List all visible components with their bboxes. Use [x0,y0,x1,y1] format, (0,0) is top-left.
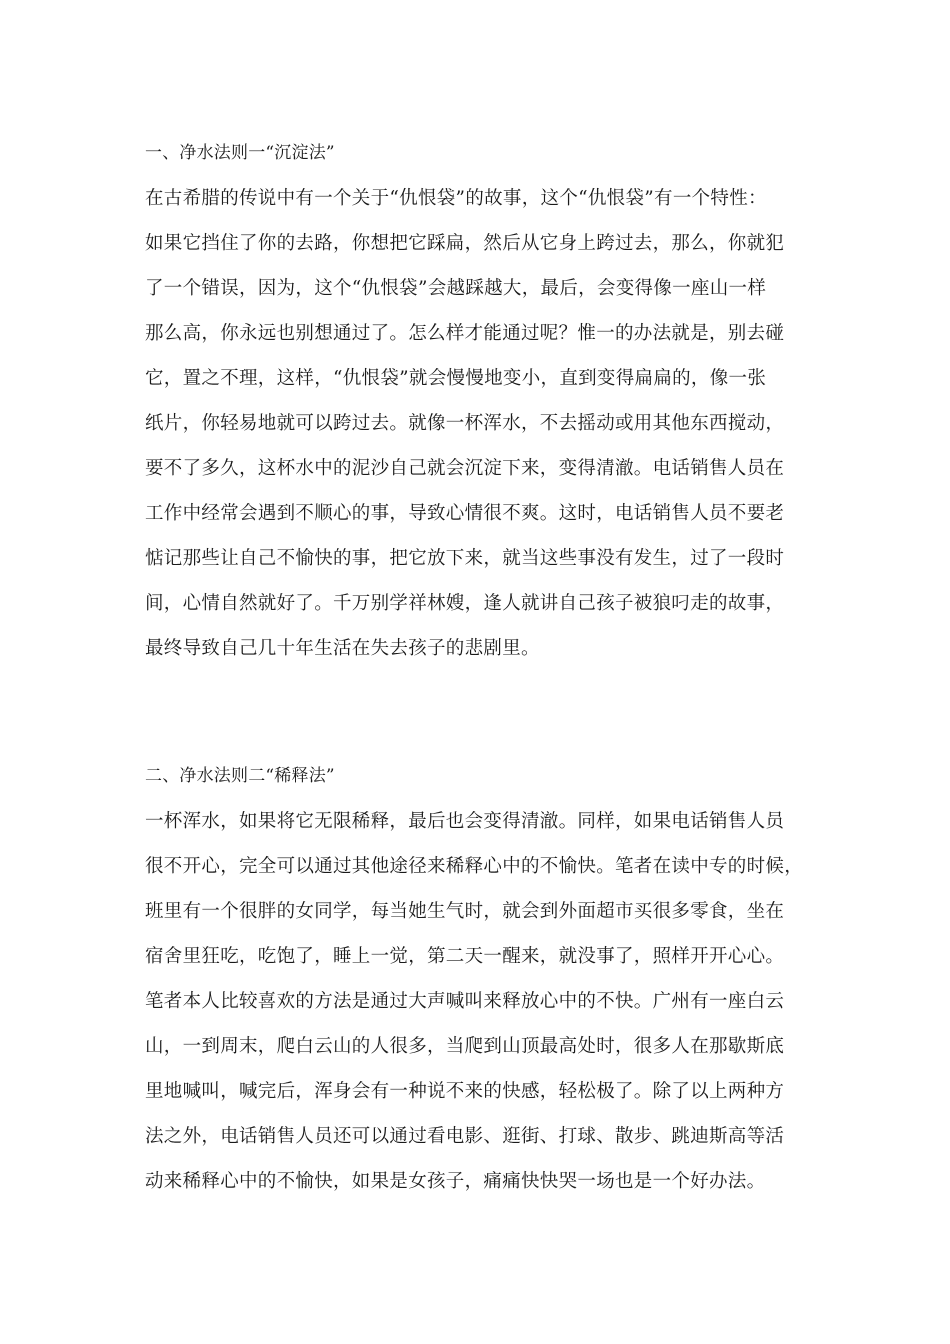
paragraph-line: 如果它挡住了你的去路，你想把它踩扁，然后从它身上跨过去，那么，你就犯 [145,233,785,254]
paragraph-line: 在古希腊的传说中有一个关于“仇恨袋”的故事，这个“仇恨袋”有一个特性： [145,188,767,209]
paragraph-line: 山，一到周末，爬白云山的人很多，当爬到山顶最高处时，很多人在那歇斯底 [145,1036,785,1057]
paragraph-line: 里地喊叫，喊完后，浑身会有一种说不来的快感，轻松极了。除了以上两种方 [145,1081,785,1102]
section-heading: 二、净水法则二“稀释法” [145,766,335,786]
paragraph-line: 间，心情自然就好了。千万别学祥林嫂，逢人就讲自己孩子被狼叼走的故事， [145,593,785,614]
paragraph-line: 它，置之不理，这样，“仇恨袋”就会慢慢地变小，直到变得扁扁的，像一张 [145,368,767,389]
paragraph-line: 法之外，电话销售人员还可以通过看电影、逛街、打球、散步、跳迪斯高等活 [145,1126,785,1147]
paragraph-line: 纸片，你轻易地就可以跨过去。就像一杯浑水，不去摇动或用其他东西搅动， [145,413,785,434]
section-heading: 一、净水法则一“沉淀法” [145,143,335,163]
paragraph-line: 宿舍里狂吃，吃饱了，睡上一觉，第二天一醒来，就没事了，照样开开心心。 [145,946,785,967]
paragraph-line: 班里有一个很胖的女同学，每当她生气时，就会到外面超市买很多零食，坐在 [145,901,785,922]
paragraph-line: 一杯浑水，如果将它无限稀释，最后也会变得清澈。同样，如果电话销售人员 [145,811,785,832]
paragraph-line: 最终导致自己几十年生活在失去孩子的悲剧里。 [145,638,540,659]
section-sedimentation [145,131,810,671]
section-dilution [145,754,810,1204]
paragraph-line: 动来稀释心中的不愉快，如果是女孩子，痛痛快快哭一场也是一个好办法。 [145,1171,766,1192]
paragraph-line: 很不开心，完全可以通过其他途径来稀释心中的不愉快。笔者在读中专的时候， [145,856,804,877]
paragraph-line: 惦记那些让自己不愉快的事，把它放下来，就当这些事没有发生，过了一段时 [145,548,785,569]
paragraph-line: 笔者本人比较喜欢的方法是通过大声喊叫来释放心中的不快。广州有一座白云 [145,991,785,1012]
paragraph-line: 了一个错误，因为，这个“仇恨袋”会越踩越大，最后，会变得像一座山一样 [145,278,767,299]
paragraph-line: 那么高，你永远也别想通过了。怎么样才能通过呢？惟一的办法就是，别去碰 [145,323,785,344]
paragraph-line: 工作中经常会遇到不顺心的事，导致心情很不爽。这时，电话销售人员不要老 [145,503,785,524]
paragraph-line: 要不了多久，这杯水中的泥沙自己就会沉淀下来，变得清澈。电话销售人员在 [145,458,785,479]
